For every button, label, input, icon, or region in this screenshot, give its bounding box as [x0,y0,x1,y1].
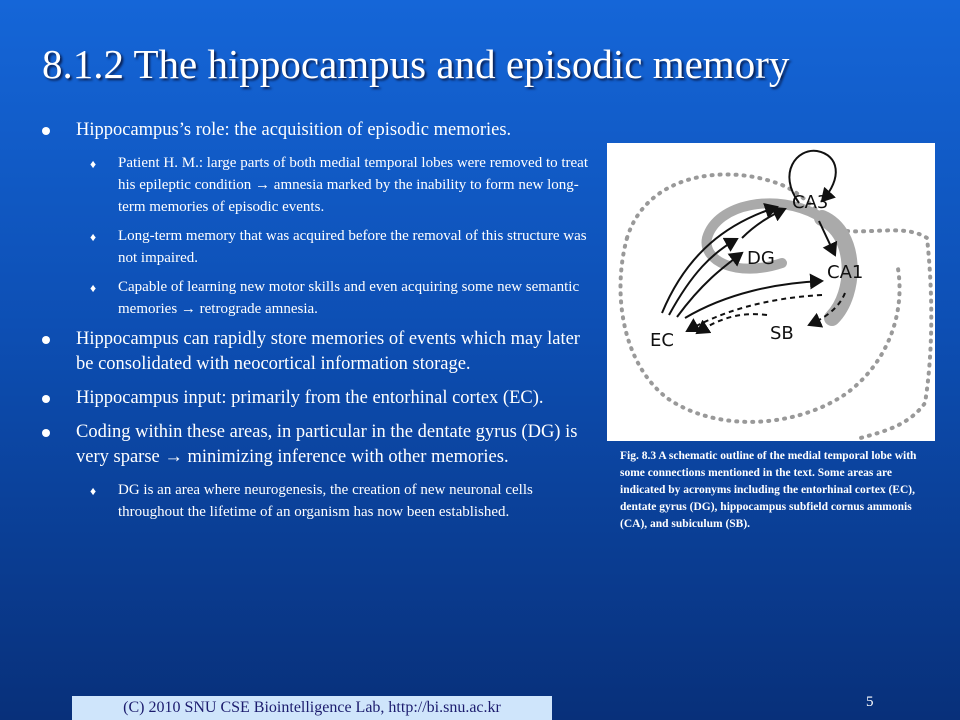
bullet-dot-icon [42,336,50,344]
bullet-dot-icon [42,395,50,403]
bullet-text: Hippocampus input: primarily from the entorhinal cortex (EC). [76,388,544,408]
bullet-item [42,118,602,143]
label-ca3: CA3 [792,192,829,213]
label-sb: SB [770,323,794,344]
diamond-bullet-icon: ♦ [90,230,97,244]
sb-to-ec-arrow [697,314,767,333]
bullet-text: Coding within these areas, in particular in the dentate gyrus (DG) is very sparse → minimizing inference with other memories. [76,422,578,467]
hippocampus-figure [607,143,935,441]
footer-credit: (C) 2010 SNU CSE Biointelligence Lab, http://bi.snu.ac.kr [72,696,552,720]
label-ec: EC [650,330,674,351]
bullet-item [42,386,602,411]
bullet-item [42,327,602,377]
ca1-to-ec-arrow [687,295,822,331]
sub-bullet-item [42,225,602,269]
bullet-list [42,118,602,530]
bullet-dot-icon [42,127,50,135]
slide-title: 8.1.2 The hippocampus and episodic memory [42,41,790,87]
bullet-text: Hippocampus can rapidly store memories of events which may later be consolidated with neocortical information storage. [76,329,580,374]
sub-bullet-text: Capable of learning new motor skills and even acquiring some new semantic memories → retrograde amnesia. [118,279,580,317]
bullet-item [42,420,602,470]
sub-bullet-item [42,479,602,523]
diamond-bullet-icon: ♦ [90,484,97,498]
page-number: 5 [866,694,874,710]
dg-to-ca3-arrow [742,209,785,238]
sub-bullet-text: Patient H. M.: large parts of both medial temporal lobes were removed to treat his epileptic condition → amnesia marked by the inability to form new long-term memories of episodic events. [118,155,589,215]
figure-caption: Fig. 8.3 A schematic outline of the medial temporal lobe with some connections mentioned in the text. Some areas are indicated by acronyms including the entorhinal cortex (EC), dentate gyrus (DG), hippocampus subfield cornus ammonis (CA), and subiculum (SB). [620,450,917,530]
sub-bullet-item [42,276,602,320]
diamond-bullet-icon: ♦ [90,281,97,295]
sub-bullet-item [42,152,602,218]
ec-to-ca1-arrow [685,281,822,318]
hippocampus-diagram [607,143,935,441]
bullet-dot-icon [42,429,50,437]
sub-bullet-text: DG is an area where neurogenesis, the creation of new neuronal cells throughout the lifetime of an organism has now been established. [118,482,533,520]
bullet-text: Hippocampus’s role: the acquisition of episodic memories. [76,120,512,140]
sub-bullet-text: Long-term memory that was acquired before the removal of this structure was not impaired. [118,228,587,266]
diamond-bullet-icon: ♦ [90,157,97,171]
label-ca1: CA1 [827,262,864,283]
label-dg: DG [747,248,775,269]
